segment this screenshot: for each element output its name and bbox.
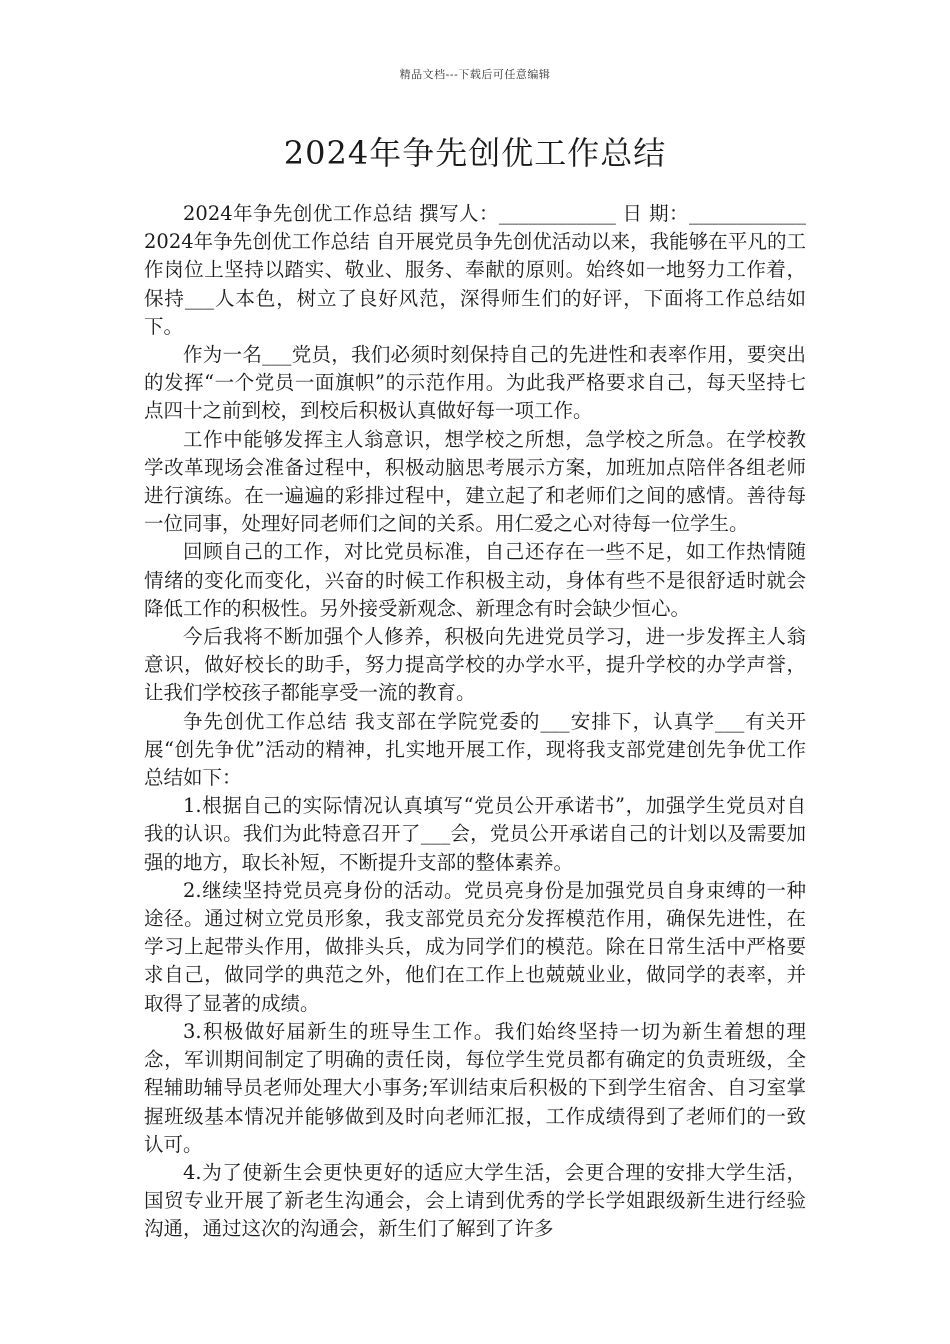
paragraph-item-2: 2.继续坚持党员亮身份的活动。党员亮身份是加强党员自身束缚的一种途径。通过树立党员形象，我支部党员充分发挥模范作用，确保先进性，在学习上起带头作用，做排头兵，成为同学们的模范。除在日常生活中严格要求自己，做同学的典范之外，他们在工作上也兢兢业业，做同学的表率，并取得了显著的成绩。: [144, 878, 806, 1015]
paragraph-intro: 2024年争先创优工作总结 撰写人：____________ 日 期：____________ 2024年争先创优工作总结 自开展党员争先创优活动以来，我能够在平凡的工作岗位上坚持以踏实、敬业、服务、奉献的原则。始终如一地努力工作着，保持___人本色，树立了良好风范，深得师生们的好评，下面将工作总结如下。: [144, 202, 806, 338]
paragraph-branch-summary: 争先创优工作总结 我支部在学院党委的___安排下，认真学___有关开展“创先争优”活动的精神，扎实地开展工作，现将我支部党建创先争优工作总结如下：: [144, 709, 806, 790]
paragraph-future: 今后我将不断加强个人修养，积极向先进党员学习，进一步发挥主人翁意识，做好校长的助手，努力提高学校的办学水平，提升学校的办学声誉，让我们学校孩子都能享受一流的教育。: [144, 625, 806, 705]
page-header: 精品文档---下载后可任意编辑: [399, 68, 551, 81]
document-body: [144, 200, 806, 1260]
paragraph-item-3: 3.积极做好届新生的班导生工作。我们始终坚持一切为新生着想的理念，军训期间制定了明确的责任岗，每位学生党员都有确定的负责班级，全程辅助辅导员老师处理大小事务;军训结束后积极的下到学生宿舍、自习室掌握班级基本情况并能够做到及时向老师汇报，工作成绩得到了老师们的一致认可。: [144, 1019, 806, 1156]
document-title: 2024年争先创优工作总结: [283, 134, 667, 172]
paragraph-item-4: 4.为了使新生会更快更好的适应大学生活，会更合理的安排大学生活，国贸专业开展了新老生沟通会，会上请到优秀的学长学姐跟级新生进行经验沟通，通过这次的沟通会，新生们了解到了许多: [144, 1160, 806, 1241]
paragraph-item-1: 1.根据自己的实际情况认真填写“党员公开承诺书”，加强学生党员对自我的认识。我们为此特意召开了___会，党员公开承诺自己的计划以及需要加强的地方，取长补短，不断提升支部的整体素养。: [144, 794, 806, 874]
paragraph-role: 作为一名___党员，我们必须时刻保持自己的先进性和表率作用，要突出的发挥“一个党员一面旗帜”的示范作用。为此我严格要求自己，每天坚持七点四十之前到校，到校后积极认真做好每一项工作。: [144, 343, 806, 423]
paragraph-review: 回顾自己的工作，对比党员标准，自己还存在一些不足，如工作热情随情绪的变化而变化，兴奋的时候工作积极主动，身体有些不是很舒适时就会降低工作的积极性。另外接受新观念、新理念有时会缺少恒心。: [144, 540, 806, 620]
paragraph-ownership: 工作中能够发挥主人翁意识，想学校之所想，急学校之所急。在学校教学改革现场会准备过程中，积极动脑思考展示方案，加班加点陪伴各组老师进行演练。在一遍遍的彩排过程中，建立起了和老师们之间的感情。善待每一位同事，处理好同老师们之间的关系。用仁爱之心对待每一位学生。: [144, 427, 806, 536]
